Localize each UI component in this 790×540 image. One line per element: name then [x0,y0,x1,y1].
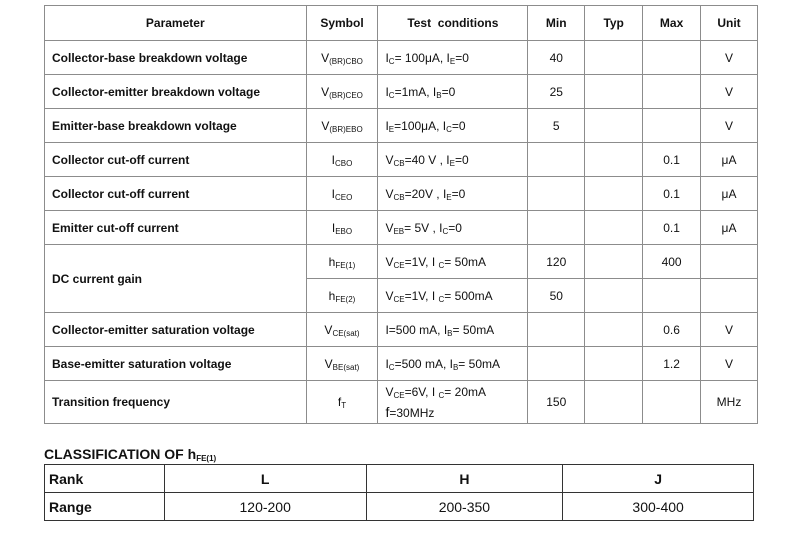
symbol-main: V [321,118,330,133]
min-cell [528,143,585,177]
condition-sub: C [446,124,452,134]
max-cell [643,41,701,75]
rank-value: L [164,465,366,493]
condition-text: = 5V , I [404,220,443,235]
condition-text: V [385,186,394,201]
condition-cell [378,75,528,109]
typ-cell [585,41,643,75]
unit-cell: V [701,313,758,347]
symbol-cell [306,41,378,75]
symbol-main: V [321,50,330,65]
condition-sub: C [388,56,395,66]
typ-cell [585,211,643,245]
typ-cell [585,381,643,424]
symbol-cell [306,75,378,109]
condition-sub: CB [393,158,405,168]
symbol-sub: T [341,401,347,410]
condition-cell [378,381,528,424]
min-cell: 150 [528,381,585,424]
unit-cell [701,245,758,279]
condition-text: = 50mA [444,254,486,269]
typ-cell [585,245,643,279]
table-header-row [45,6,758,41]
symbol-main: V [324,322,333,337]
symbol-main: I [331,186,335,201]
max-cell: 1.2 [643,347,701,381]
symbol-sub: (BR)CBO [329,56,363,66]
min-cell: 50 [528,279,585,313]
condition-sub: E [388,124,395,134]
symbol-main: I [331,152,335,167]
max-cell: 400 [643,245,701,279]
condition-text: =6V, I [404,384,439,399]
condition-text: =0 [454,152,469,167]
classification-table [44,464,754,521]
condition-text: =0 [451,186,466,201]
range-value: 200-350 [366,493,563,521]
table-row [45,143,758,177]
parameter-cell: Emitter cut-off current [45,211,307,245]
condition-text: V [385,254,394,269]
symbol-sub: EBO [335,226,353,236]
max-cell [643,381,701,424]
electrical-characteristics-table [44,5,758,424]
condition-text: =0 [451,118,466,133]
typ-cell [585,279,643,313]
symbol-cell [306,245,378,279]
symbol-cell [306,313,378,347]
condition-text: =100μA, I [394,118,447,133]
symbol-cell [306,211,378,245]
table-row [45,381,758,424]
header-unit: Unit [701,6,758,41]
condition-text: V [385,288,394,303]
parameter-cell: DC current gain [45,245,307,313]
condition-sub: C [388,362,395,372]
condition-sub: B [452,362,459,372]
range-row [45,493,754,521]
typ-cell [585,109,643,143]
parameter-cell: Collector-emitter breakdown voltage [45,75,307,109]
condition-text: V [385,152,394,167]
header-min: Min [528,6,585,41]
max-cell: 0.1 [643,143,701,177]
condition-cell [378,211,528,245]
rank-row [45,465,754,493]
min-cell [528,313,585,347]
symbol-sub: FE(2) [335,294,356,304]
symbol-main: f [337,395,342,409]
table-row [45,177,758,211]
condition-text: I [385,118,389,133]
rank-value: J [563,465,754,493]
header-parameter: Parameter [45,6,307,41]
range-value: 120-200 [164,493,366,521]
rank-label: Rank [45,465,165,493]
condition-cell [378,143,528,177]
header-symbol: Symbol [306,6,378,41]
table-row [45,41,758,75]
header-typ: Typ [585,6,643,41]
parameter-cell: Emitter-base breakdown voltage [45,109,307,143]
condition-text: =0 [448,220,462,235]
condition-sub: C [388,90,395,100]
condition-text: =1V, I [404,288,439,303]
symbol-cell [306,109,378,143]
condition-text: = 20mA [444,384,486,399]
symbol-cell [306,143,378,177]
condition-text: =40 V , I [404,152,450,167]
condition-sub: CE [393,390,405,400]
condition-text: f [385,403,390,420]
min-cell [528,211,585,245]
symbol-sub: CBO [334,158,353,168]
unit-cell: V [701,347,758,381]
classification-title [44,446,216,462]
unit-cell: μA [701,211,758,245]
condition-sub: C [438,294,445,304]
typ-cell [585,75,643,109]
condition-sub: CE [393,294,405,304]
condition-sub: B [436,90,442,100]
symbol-main: V [324,356,333,371]
symbol-sub: (BR)CEO [329,90,363,100]
condition-sub: E [446,192,452,202]
symbol-main: h [328,254,336,269]
unit-cell: V [701,75,758,109]
max-cell: 0.1 [643,211,701,245]
condition-cell [378,245,528,279]
symbol-main: h [328,288,336,303]
condition-text: = 100μA, I [394,50,450,65]
condition-cell [378,313,528,347]
unit-cell: μA [701,177,758,211]
symbol-cell [306,177,378,211]
range-value: 300-400 [563,493,754,521]
unit-cell: MHz [701,381,758,424]
condition-sub: EB [393,226,405,236]
condition-cell [378,347,528,381]
condition-text: =1mA, I [394,84,437,99]
header-test-conditions: Test conditions [378,6,528,41]
symbol-cell [306,381,378,424]
max-cell: 0.6 [643,313,701,347]
condition-text: = 50mA [458,356,500,371]
symbol-sub: (BR)EBO [329,124,363,134]
condition-text: =0 [455,50,469,65]
condition-line [385,382,527,402]
classification-title-text: CLASSIFICATION OF h [44,446,197,462]
condition-text: = 50mA [452,322,495,337]
symbol-sub: FE(1) [335,260,356,270]
condition-text: V [385,384,394,399]
table-row [45,313,758,347]
table-row [45,109,758,143]
condition-sub: CE [393,260,405,270]
condition-text: = 500mA [444,288,493,303]
unit-cell [701,279,758,313]
parameter-cell: Collector-base breakdown voltage [45,41,307,75]
condition-sub: CB [393,192,405,202]
condition-cell [378,279,528,313]
symbol-sub: CEO [334,192,353,202]
table-row [45,347,758,381]
max-cell [643,75,701,109]
condition-text: =30MHz [389,405,435,420]
typ-cell [585,313,643,347]
symbol-sub: BE(sat) [332,362,360,372]
condition-cell [378,41,528,75]
typ-cell [585,347,643,381]
condition-text: I [385,84,389,99]
parameter-cell: Transition frequency [45,381,307,424]
unit-cell: μA [701,143,758,177]
condition-text: I [385,50,389,65]
table-row [45,245,758,279]
unit-cell: V [701,41,758,75]
max-cell [643,109,701,143]
condition-line [385,402,527,423]
condition-text: =20V , I [404,186,447,201]
range-label: Range [45,493,165,521]
condition-sub: E [449,158,455,168]
parameter-cell: Collector cut-off current [45,143,307,177]
min-cell: 120 [528,245,585,279]
typ-cell [585,143,643,177]
table-row [45,211,758,245]
condition-text: =500 mA, I [394,356,453,371]
condition-sub: E [449,56,456,66]
min-cell: 5 [528,109,585,143]
max-cell [643,279,701,313]
symbol-cell [306,347,378,381]
symbol-main: V [321,84,330,99]
condition-sub: C [438,390,445,400]
typ-cell [585,177,643,211]
condition-sub: C [442,226,449,236]
condition-text: =1V, I [404,254,439,269]
symbol-cell [306,279,378,313]
max-cell: 0.1 [643,177,701,211]
condition-sub: B [447,328,453,338]
parameter-cell: Collector cut-off current [45,177,307,211]
parameter-cell: Base-emitter saturation voltage [45,347,307,381]
condition-cell [378,109,528,143]
condition-text: I [385,356,389,371]
classification-title-sub: FE(1) [196,454,217,463]
table-row [45,75,758,109]
parameter-cell: Collector-emitter saturation voltage [45,313,307,347]
min-cell [528,177,585,211]
condition-text: I=500 mA, I [385,322,448,337]
min-cell: 25 [528,75,585,109]
condition-text: =0 [441,84,456,99]
min-cell [528,347,585,381]
symbol-sub: CE(sat) [332,328,360,338]
condition-cell [378,177,528,211]
condition-sub: C [438,260,445,270]
header-max: Max [643,6,701,41]
condition-text: V [385,220,394,235]
unit-cell: V [701,109,758,143]
rank-value: H [366,465,563,493]
symbol-main: I [331,220,336,235]
min-cell: 40 [528,41,585,75]
